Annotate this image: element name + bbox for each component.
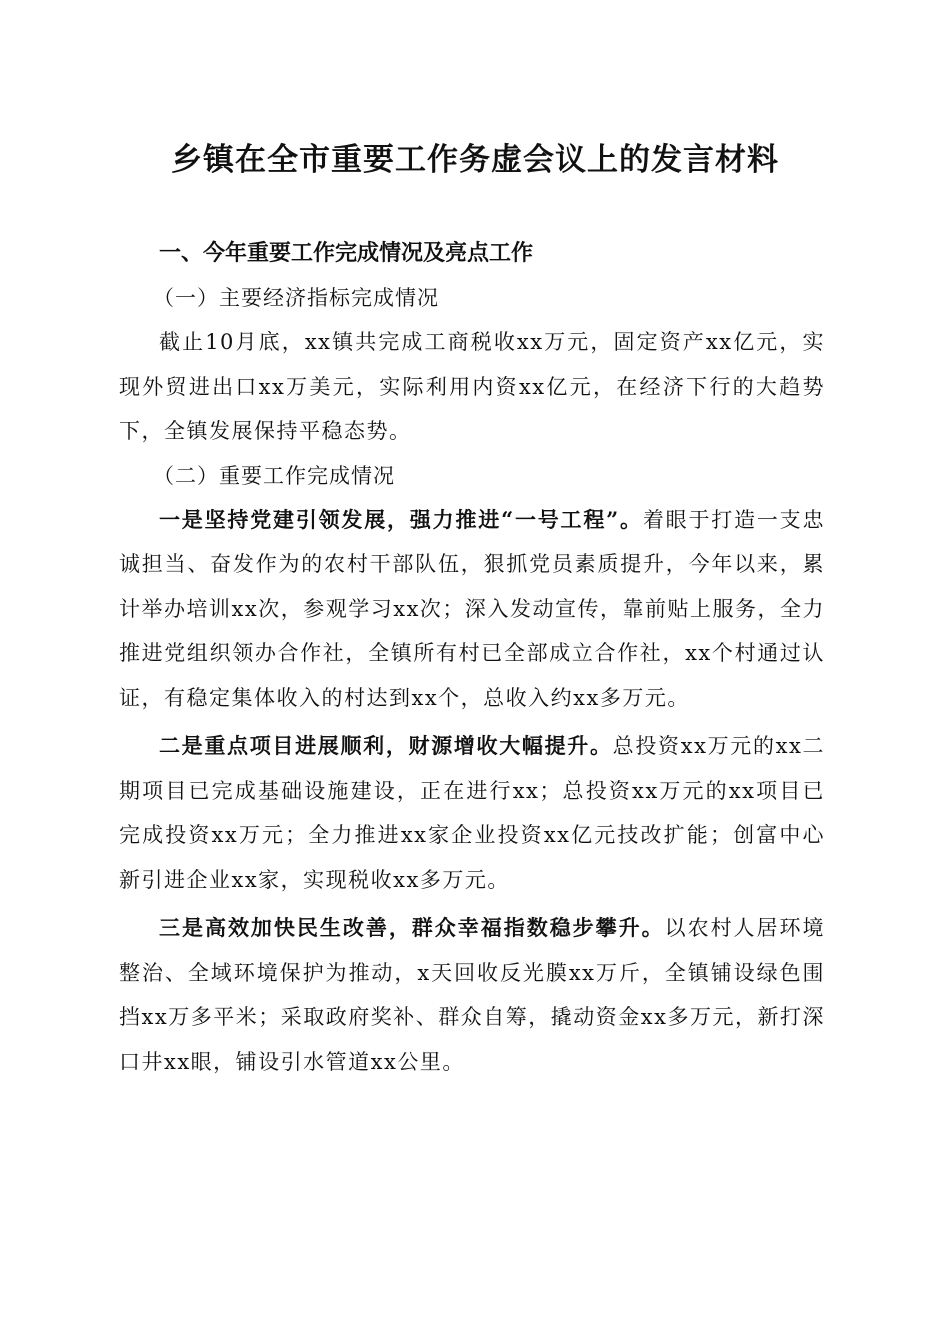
item-2-lead: 二是重点项目进展顺利，财源增收大幅提升。 [159,733,613,758]
item-3-body: 以农村人居环境整治、全域环境保护为推动，x天回收反光膜xx万斤，全镇铺设绿色围挡xx万多平米；采取政府奖补、群众自筹，撬动资金xx多万元，新打深口井xx眼，铺设引水管道xx公里。 [119,916,826,1074]
document-title: 乡镇在全市重要工作务虚会议上的发言材料 [171,142,779,178]
paragraph-item-2 [119,724,825,902]
subsection-heading-2: （二）重要工作完成情况 [153,463,395,488]
paragraph-item-3 [119,906,825,1084]
paragraph-item-1 [119,498,825,721]
item-3-lead: 三是高效加快民生改善，群众幸福指数稳步攀升。 [159,915,665,940]
paragraph-economic-indicators: 截止10月底，xx镇共完成工商税收xx万元，固定资产xx亿元，实现外贸进出口xx万美元，实际利用内资xx亿元，在经济下行的大趋势下，全镇发展保持平稳态势。 [119,330,825,443]
subsection-heading-1: （一）主要经济指标完成情况 [153,286,439,310]
item-1-body: 着眼于打造一支忠诚担当、奋发作为的农村干部队伍，狠抓党员素质提升，今年以来，累计举办培训xx次，参观学习xx次；深入发动宣传，靠前贴上服务，全力推进党组织领办合作社，全镇所有村已全部成立合作社，xx个村通过认证，有稳定集体收入的村达到xx个，总收入约xx多万元。 [119,507,825,710]
item-1-lead: 一是坚持党建引领发展，强力推进“一号工程”。 [159,506,643,532]
document-body [119,232,825,1084]
section-heading: 一、今年重要工作完成情况及亮点工作 [159,241,534,266]
item-2-body: 总投资xx万元的xx二期项目已完成基础设施建设，正在进行xx；总投资xx万元的xx项目已完成投资xx万元；全力推进xx家企业投资xx亿元技改扩能；创富中心新引进企业xx家，实现税收xx多万元。 [119,734,826,892]
